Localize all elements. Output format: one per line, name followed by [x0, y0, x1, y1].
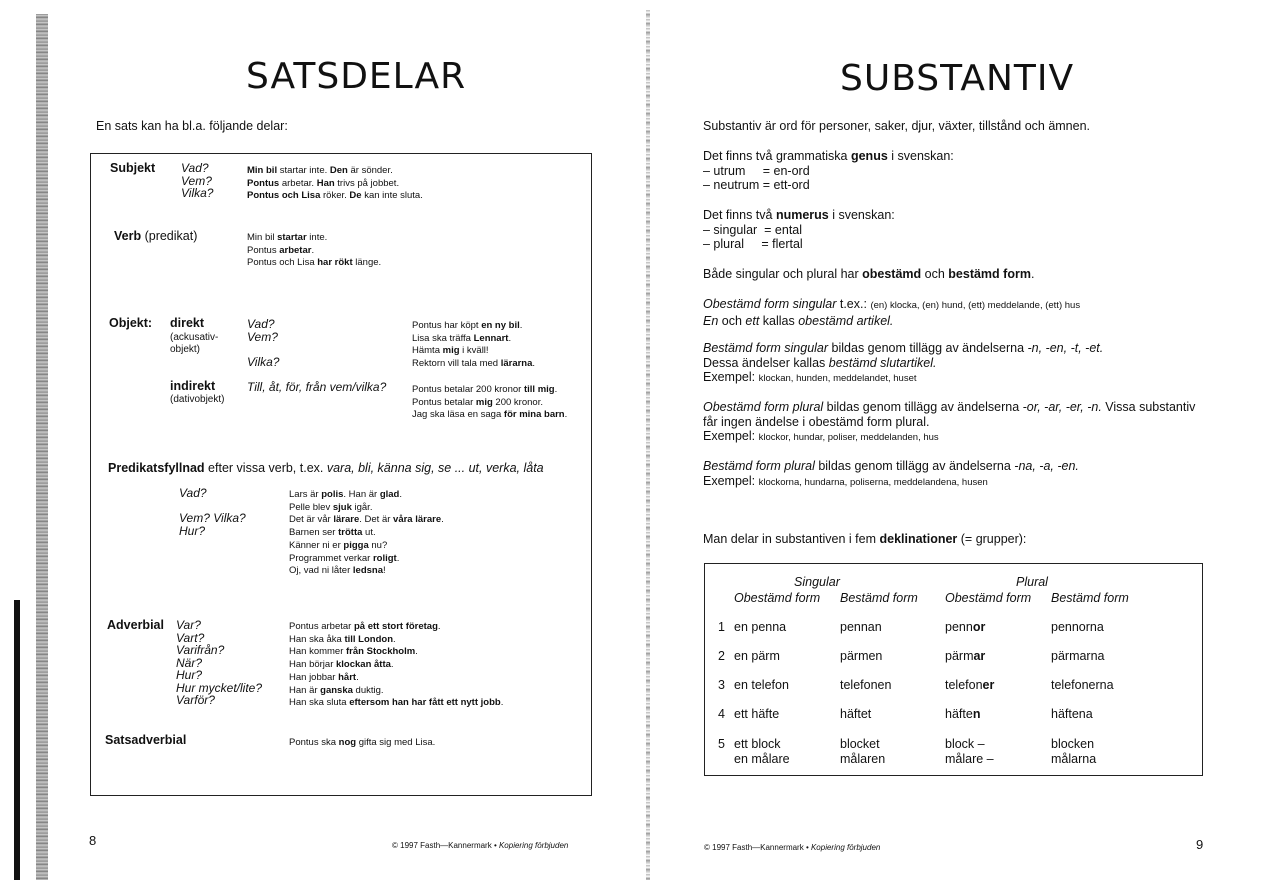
genus-paragraph: Det finns två grammatiska genus i svenskan: – utrum = en-ord – neutrum = ett-ord [703, 149, 954, 192]
predikatsfyllnad-examples [289, 489, 444, 578]
table-cell: pärmen [840, 649, 883, 663]
example-line: Min bil startar inte. [247, 232, 328, 243]
scan-edge-bar [14, 600, 20, 880]
table-row-number: 3 [718, 678, 725, 692]
objekt-label: Objekt: [109, 316, 153, 330]
indirekt-examples [412, 384, 567, 422]
numerus-paragraph: Det finns två numerus i svenskan: – singular = ental – plural = flertal [703, 208, 895, 251]
left-footer: © 1997 Fasth—Kannermark • Kopiering förbjuden [392, 841, 569, 850]
example-line: Pelle blev sjuk igår. [289, 501, 373, 513]
table-cell: blocket [840, 737, 880, 751]
table-singular-header: Singular [794, 575, 840, 589]
indirekt-sub: (dativobjekt) [170, 394, 225, 405]
example-line: Lars är polis. Han är glad. [289, 489, 402, 500]
table-cell: telefonen [840, 678, 892, 692]
table-cell: ett häfte [734, 707, 780, 721]
table-row-number: 5 [718, 737, 725, 751]
example-line: Han ska sluta eftersom han har fått ett nytt jobb. [289, 697, 504, 709]
right-intro: Substantiv är ord för personer, saker, djur, växter, tillstånd och ämnen. [703, 119, 1091, 133]
example-line: Pontus betalar mig 200 kronor. [412, 396, 543, 408]
verb-label: Verb (predikat) [114, 229, 198, 243]
obestamd-plural-paragraph: Obestämd form plural bildas genom tillägg av ändelserna -or, -ar, -er, -n. Vissa substantiv får ingen ändelse i obestämd form plural. Exempel: klockor, hundar, poliser, meddelanden, hus [703, 400, 1196, 443]
example-line: Känner ni er pigga nu? [289, 539, 388, 551]
indirekt-label: indirekt [170, 379, 216, 393]
table-cell: pärmarna [1051, 649, 1105, 663]
table-cell: en telefon [734, 678, 789, 692]
example-line: Han är ganska duktig. [289, 684, 384, 696]
table-plural-header: Plural [1016, 575, 1048, 589]
table-cell: blocken [1051, 737, 1095, 751]
scan-edge-strip [36, 14, 48, 880]
example-line: Jag ska läsa en saga för mina barn. [412, 409, 568, 421]
example-line: Min bil startar inte. Den är sönder. [247, 165, 393, 176]
verb-examples [247, 232, 381, 270]
table-cell: telefoner [945, 678, 995, 692]
table-cell: häftet [840, 707, 872, 721]
table-cell: en penna [734, 620, 787, 634]
predikatsfyllnad-questions: Vad? Vem? Vilka? Hur? [179, 486, 246, 538]
direkt-label: direkt [170, 316, 205, 330]
satsadverbial-label: Satsadverbial [105, 733, 187, 747]
example-line: Pontus har köpt en ny bil. [412, 320, 523, 331]
example-line: Han jobbar hårt. [289, 671, 359, 683]
predikatsfyllnad-heading: Predikatsfyllnad efter vissa verb, t.ex. vara, bli, känna sig, se ... ut, verka, låta [108, 461, 544, 475]
both-forms-line: Både singular och plural har obestämd och bestämd form. [703, 267, 1035, 281]
adverbial-questions: Var? Vart? Varifrån? När? Hur? Hur mycket/lite? Varför? [176, 618, 263, 707]
subjekt-examples [247, 165, 423, 203]
subjekt-questions: Vad? Vem? Vilka? [181, 161, 214, 200]
example-line: Pontus och Lisa röker. De kan inte sluta. [247, 190, 423, 202]
adverbial-examples [289, 621, 503, 710]
example-line: Pontus och Lisa har rökt länge. [247, 257, 382, 269]
example-line: Pontus arbetar. [247, 244, 315, 256]
table-cell: häften [945, 707, 981, 721]
example-line: Pontus arbetar på ett stort företag. [289, 621, 441, 632]
direkt-questions: Vad? Vem? Vilka? [247, 317, 280, 369]
table-cell: en pärm [734, 649, 780, 663]
satsadverbial-example: Pontus ska nog gifta sig med Lisa. [289, 737, 436, 748]
subjekt-label: Subjekt [110, 161, 156, 175]
table-cell: målaren [840, 752, 886, 766]
right-page-number: 9 [1196, 837, 1204, 852]
example-line: Hämta mig i kväll! [412, 345, 489, 357]
example-line: Pontus betalar 200 kronor till mig. [412, 384, 558, 395]
table-column-header: Bestämd form [1051, 591, 1129, 605]
adverbial-label: Adverbial [107, 618, 164, 632]
table-cell: telefonerna [1051, 678, 1114, 692]
example-line: Programmet verkar roligt. [289, 552, 400, 564]
deklinationer-line: Man delar in substantiven i fem deklinationer (= grupper): [703, 532, 1027, 546]
right-page-title: SUBSTANTIV [840, 58, 1075, 99]
book-gutter [646, 10, 650, 880]
right-footer: © 1997 Fasth—Kannermark • Kopiering förbjuden [704, 843, 881, 852]
example-line: Rektorn vill tala med lärarna. [412, 358, 536, 370]
left-page-title: SATSDELAR [246, 56, 467, 97]
table-cell: en målare [734, 752, 790, 766]
example-line: Oj, vad ni låter ledsna! [289, 565, 386, 577]
table-row-number: 2 [718, 649, 725, 663]
table-cell: målare – [945, 752, 994, 766]
example-line: Han ska åka till London. [289, 633, 396, 645]
table-column-header: Obestämd form [945, 591, 1032, 605]
table-cell: pennan [840, 620, 882, 634]
table-cell: pennor [945, 620, 986, 634]
example-line: Pontus arbetar. Han trivs på jobbet. [247, 177, 400, 189]
left-page-number: 8 [89, 833, 97, 848]
example-line: Barnen ser trötta ut. [289, 527, 376, 539]
obestamd-singular-paragraph: Obestämd form singular t.ex.: (en) klocka, (en) hund, (ett) meddelande, (ett) hus En och ett kallas obestämd artikel. [703, 297, 1081, 328]
bestamd-plural-paragraph: Bestämd form plural bildas genom tillägg av ändelserna -na, -a, -en. Exempel: klockorna, hundarna, poliserna, meddelandena, husen [703, 459, 1079, 488]
example-line: Han börjar klockan åtta. [289, 659, 394, 671]
table-cell: block – [945, 737, 985, 751]
table-row-number: 1 [718, 620, 725, 634]
table-cell: pärmar [945, 649, 986, 663]
example-line: Han kommer från Stockholm. [289, 646, 418, 658]
table-row-number: 4 [718, 707, 725, 721]
table-cell: pennorna [1051, 620, 1104, 634]
table-column-header: Obestämd form [734, 591, 821, 605]
direkt-examples [412, 320, 535, 371]
left-intro: En sats kan ha bl.a. följande delar: [96, 119, 288, 133]
example-line: Det är vår lärare. Det är våra lärare. [289, 514, 444, 526]
bestamd-singular-paragraph: Bestämd form singular bildas genom tillägg av ändelserna -n, -en, -t, -et. Dessa ändelser kallas bestämd slutartikel. Exempel: klockan, hunden, meddelandet, huset [703, 341, 1104, 384]
direkt-sub: (ackusativ- objekt) [170, 332, 219, 355]
example-line: Lisa ska träffa Lennart. [412, 332, 512, 344]
indirekt-questions: Till, åt, för, från vem/vilka? [247, 380, 387, 394]
table-column-header: Bestämd form [840, 591, 918, 605]
table-cell: målarna [1051, 752, 1097, 766]
table-cell: ett block [734, 737, 781, 751]
table-cell: häftena [1051, 707, 1093, 721]
